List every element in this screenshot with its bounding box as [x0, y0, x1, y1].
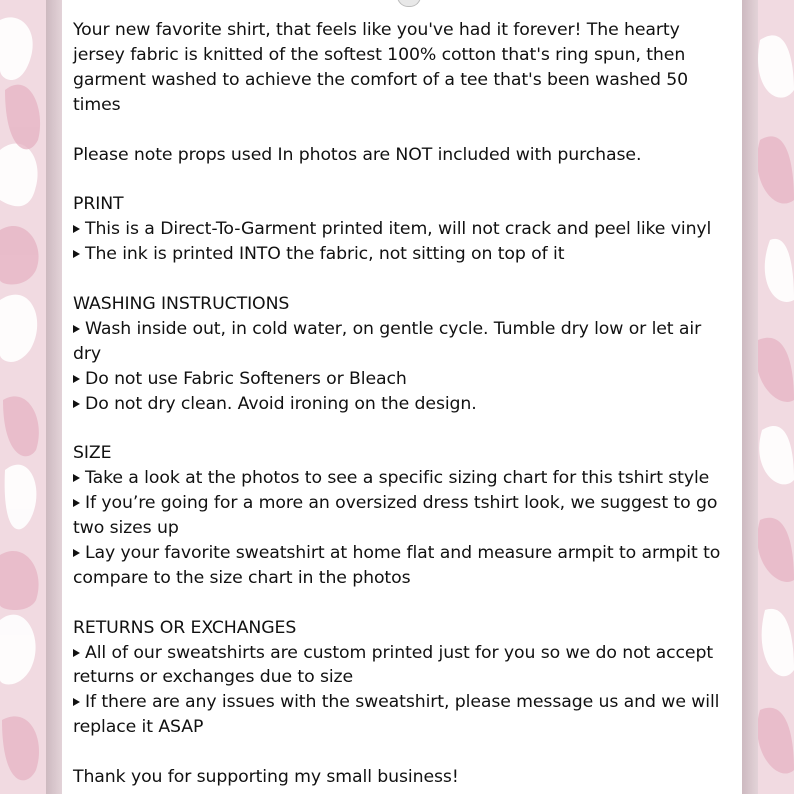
- card-shadow-left: [46, 0, 62, 794]
- bullet-triangle-icon: [73, 325, 80, 333]
- washing-item: Wash inside out, in cold water, on gentle cycle. Tumble dry low or let air dry: [73, 318, 702, 364]
- size-item: If you’re going for a more an oversized dress tshirt look, we suggest to go two sizes up: [73, 493, 718, 539]
- returns-heading: RETURNS OR EXCHANGES: [73, 617, 297, 638]
- card-shadow-right: [742, 0, 758, 794]
- intro-text: Your new favorite shirt, that feels like you've had it forever! The hearty jersey fabric is knitted of the softest 100% cotton that's ring spun, then garment washed to achieve the comfort of a tee that's been washed 50 times: [73, 20, 689, 115]
- size-item: Take a look at the photos to see a specific sizing chart for this tshirt style: [73, 466, 733, 491]
- bullet-triangle-icon: [73, 375, 80, 383]
- bullet-triangle-icon: [73, 649, 80, 657]
- returns-item: All of our sweatshirts are custom printed just for you so we do not accept returns or exchanges due to size: [73, 642, 713, 688]
- product-description: [73, 18, 733, 790]
- returns-item: If there are any issues with the sweatshirt, please message us and we will replace it ASAP: [73, 692, 720, 738]
- size-item: Lay your favorite sweatshirt at home flat and measure armpit to armpit to compare to the size chart in the photos: [73, 542, 721, 588]
- print-item: The ink is printed INTO the fabric, not sitting on top of it: [73, 242, 733, 267]
- washing-item: Do not use Fabric Softeners or Bleach: [73, 367, 733, 392]
- print-item: This is a Direct-To-Garment printed item, will not crack and peel like vinyl: [73, 217, 733, 242]
- bullet-triangle-icon: [73, 549, 80, 557]
- thank-you-text: Thank you for supporting my small business!: [73, 767, 459, 788]
- bullet-triangle-icon: [73, 499, 80, 507]
- size-heading: SIZE: [73, 443, 112, 464]
- bullet-triangle-icon: [73, 474, 80, 482]
- washing-heading: WASHING INSTRUCTIONS: [73, 293, 290, 314]
- bullet-triangle-icon: [73, 250, 80, 258]
- washing-item: Do not dry clean. Avoid ironing on the design.: [73, 392, 733, 417]
- bullet-triangle-icon: [73, 400, 80, 408]
- print-heading: PRINT: [73, 194, 124, 215]
- bullet-triangle-icon: [73, 225, 80, 233]
- bullet-triangle-icon: [73, 698, 80, 706]
- props-note: Please note props used In photos are NOT included with purchase.: [73, 144, 642, 165]
